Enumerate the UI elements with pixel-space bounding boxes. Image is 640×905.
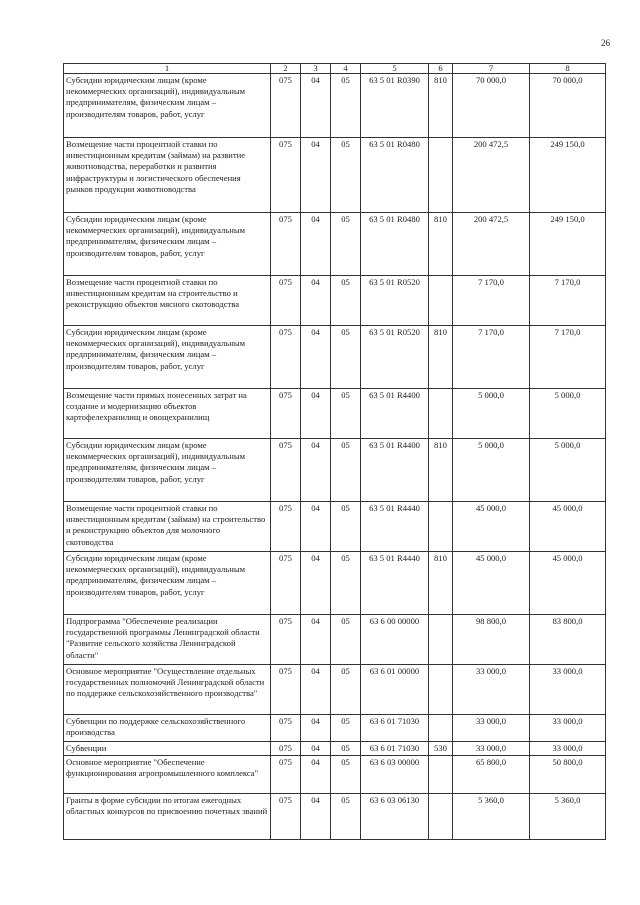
cell-section: 04 [301,794,331,840]
cell-admin-code: 075 [271,389,301,439]
cell-subsection: 05 [331,276,361,326]
cell-admin-code: 075 [271,794,301,840]
row-name: Возмещение части процентной ставки по инвестиционным кредитам (займам) на строительство и реконструкцию объектов для молочного скотоводства [64,502,271,552]
cell-admin-code: 075 [271,742,301,756]
cell-amount-2: 45 000,0 [530,502,606,552]
cell-amount-2: 45 000,0 [530,552,606,615]
cell-expense-type: 810 [429,213,453,276]
cell-expense-type [429,389,453,439]
cell-target-code: 63 6 01 71030 [361,715,429,742]
cell-expense-type: 530 [429,742,453,756]
row-name: Субсидии юридическим лицам (кроме некоммерческих организаций), индивидуальным предпринимателям, физическим лицам – производителям товаров, работ, услуг [64,439,271,502]
cell-admin-code: 075 [271,502,301,552]
cell-admin-code: 075 [271,665,301,715]
cell-section: 04 [301,74,331,138]
cell-amount-2: 5 000,0 [530,439,606,502]
cell-amount-2: 83 800,0 [530,615,606,665]
cell-section: 04 [301,276,331,326]
row-name: Субсидии юридическим лицам (кроме некоммерческих организаций), индивидуальным предпринимателям, физическим лицам – производителям товаров, работ, услуг [64,213,271,276]
cell-target-code: 63 6 01 00000 [361,665,429,715]
cell-section: 04 [301,389,331,439]
cell-section: 04 [301,552,331,615]
row-name: Подпрограмма "Обеспечение реализации государственной программы Ленинградской области "Развитие сельского хозяйства Ленинградской области" [64,615,271,665]
budget-table [63,63,606,840]
cell-amount-2: 7 170,0 [530,326,606,389]
cell-amount-1: 33 000,0 [453,742,530,756]
cell-amount-1: 70 000,0 [453,74,530,138]
cell-section: 04 [301,742,331,756]
cell-expense-type [429,502,453,552]
cell-admin-code: 075 [271,615,301,665]
column-header: 2 [271,64,301,74]
cell-amount-1: 5 000,0 [453,439,530,502]
cell-target-code: 63 5 01 R4440 [361,552,429,615]
row-name: Субсидии юридическим лицам (кроме некоммерческих организаций), индивидуальным предпринимателям, физическим лицам – производителям товаров, работ, услуг [64,326,271,389]
cell-section: 04 [301,502,331,552]
cell-section: 04 [301,615,331,665]
row-name: Основное мероприятие "Обеспечение функционирования агропромышленного комплекса" [64,756,271,794]
cell-expense-type [429,276,453,326]
cell-expense-type [429,715,453,742]
cell-target-code: 63 5 01 R0520 [361,326,429,389]
cell-amount-2: 249 150,0 [530,213,606,276]
table-row [64,389,606,439]
column-header: 4 [331,64,361,74]
cell-target-code: 63 5 01 R0480 [361,213,429,276]
cell-amount-1: 5 000,0 [453,389,530,439]
table-row [64,502,606,552]
row-name: Субвенции по поддержке сельскохозяйственного производства [64,715,271,742]
cell-subsection: 05 [331,389,361,439]
column-header: 1 [64,64,271,74]
cell-amount-1: 5 360,0 [453,794,530,840]
table-row [64,742,606,756]
column-header: 6 [429,64,453,74]
cell-amount-2: 33 000,0 [530,715,606,742]
cell-expense-type: 810 [429,552,453,615]
row-name: Субсидии юридическим лицам (кроме некоммерческих организаций), индивидуальным предпринимателям, физическим лицам – производителям товаров, работ, услуг [64,74,271,138]
cell-amount-1: 33 000,0 [453,665,530,715]
cell-subsection: 05 [331,552,361,615]
cell-expense-type [429,138,453,213]
cell-admin-code: 075 [271,552,301,615]
row-name: Возмещение части процентной ставки по инвестиционным кредитам (займам) на развитие животноводства, переработки и развития инфраструктуры и логистического обеспечения рынков продукции животноводства [64,138,271,213]
cell-section: 04 [301,213,331,276]
cell-target-code: 63 6 03 06130 [361,794,429,840]
cell-expense-type [429,794,453,840]
cell-admin-code: 075 [271,756,301,794]
cell-subsection: 05 [331,715,361,742]
cell-section: 04 [301,326,331,389]
cell-amount-1: 7 170,0 [453,276,530,326]
cell-target-code: 63 5 01 R0480 [361,138,429,213]
cell-section: 04 [301,138,331,213]
cell-amount-2: 33 000,0 [530,742,606,756]
cell-target-code: 63 6 00 00000 [361,615,429,665]
cell-admin-code: 075 [271,74,301,138]
row-name: Гранты в форме субсидии по итогам ежегодных областных конкурсов по присвоению почетных званий [64,794,271,840]
cell-expense-type [429,615,453,665]
cell-expense-type: 810 [429,74,453,138]
cell-target-code: 63 6 01 71030 [361,742,429,756]
cell-subsection: 05 [331,213,361,276]
header-row [64,64,606,74]
cell-subsection: 05 [331,74,361,138]
cell-amount-1: 33 000,0 [453,715,530,742]
cell-section: 04 [301,756,331,794]
cell-subsection: 05 [331,742,361,756]
row-name: Возмещение части процентной ставки по инвестиционным кредитам на строительство и реконструкцию объектов мясного скотоводства [64,276,271,326]
column-header: 3 [301,64,331,74]
cell-admin-code: 075 [271,715,301,742]
table-row [64,276,606,326]
cell-amount-1: 200 472,5 [453,213,530,276]
column-header: 7 [453,64,530,74]
cell-target-code: 63 5 01 R0520 [361,276,429,326]
cell-subsection: 05 [331,794,361,840]
cell-amount-2: 33 000,0 [530,665,606,715]
table-row [64,439,606,502]
row-name: Возмещение части прямых понесенных затрат на создание и модернизацию объектов картофелехранилищ и овощехранилищ [64,389,271,439]
table-row [64,213,606,276]
column-header: 5 [361,64,429,74]
cell-target-code: 63 6 03 00000 [361,756,429,794]
cell-amount-1: 65 800,0 [453,756,530,794]
table-row [64,615,606,665]
cell-section: 04 [301,439,331,502]
cell-amount-1: 98 800,0 [453,615,530,665]
cell-target-code: 63 5 01 R4400 [361,389,429,439]
cell-amount-2: 249 150,0 [530,138,606,213]
table-row [64,138,606,213]
cell-expense-type: 810 [429,326,453,389]
cell-subsection: 05 [331,502,361,552]
cell-admin-code: 075 [271,439,301,502]
table-row [64,794,606,840]
table-row [64,665,606,715]
cell-subsection: 05 [331,439,361,502]
cell-target-code: 63 5 01 R4440 [361,502,429,552]
cell-section: 04 [301,715,331,742]
cell-expense-type: 810 [429,439,453,502]
cell-amount-2: 5 000,0 [530,389,606,439]
cell-amount-1: 45 000,0 [453,552,530,615]
table-row [64,715,606,742]
table-row [64,326,606,389]
cell-amount-2: 7 170,0 [530,276,606,326]
cell-admin-code: 075 [271,213,301,276]
cell-target-code: 63 5 01 R0390 [361,74,429,138]
table-row [64,552,606,615]
cell-admin-code: 075 [271,138,301,213]
column-header: 8 [530,64,606,74]
cell-expense-type [429,665,453,715]
table-row [64,756,606,794]
cell-subsection: 05 [331,138,361,213]
table-row [64,74,606,138]
cell-admin-code: 075 [271,326,301,389]
cell-amount-1: 7 170,0 [453,326,530,389]
cell-amount-2: 50 800,0 [530,756,606,794]
cell-subsection: 05 [331,756,361,794]
cell-subsection: 05 [331,615,361,665]
cell-target-code: 63 5 01 R4400 [361,439,429,502]
cell-amount-2: 5 360,0 [530,794,606,840]
cell-amount-1: 200 472,5 [453,138,530,213]
cell-amount-1: 45 000,0 [453,502,530,552]
row-name: Субвенции [64,742,271,756]
cell-subsection: 05 [331,665,361,715]
row-name: Основное мероприятие "Осуществление отдельных государственных полномочий Ленинградской области по поддержке сельскохозяйственного производства" [64,665,271,715]
cell-amount-2: 70 000,0 [530,74,606,138]
cell-subsection: 05 [331,326,361,389]
row-name: Субсидии юридическим лицам (кроме некоммерческих организаций), индивидуальным предпринимателям, физическим лицам – производителям товаров, работ, услуг [64,552,271,615]
cell-section: 04 [301,665,331,715]
cell-admin-code: 075 [271,276,301,326]
cell-expense-type [429,756,453,794]
page-number: 26 [601,38,610,48]
